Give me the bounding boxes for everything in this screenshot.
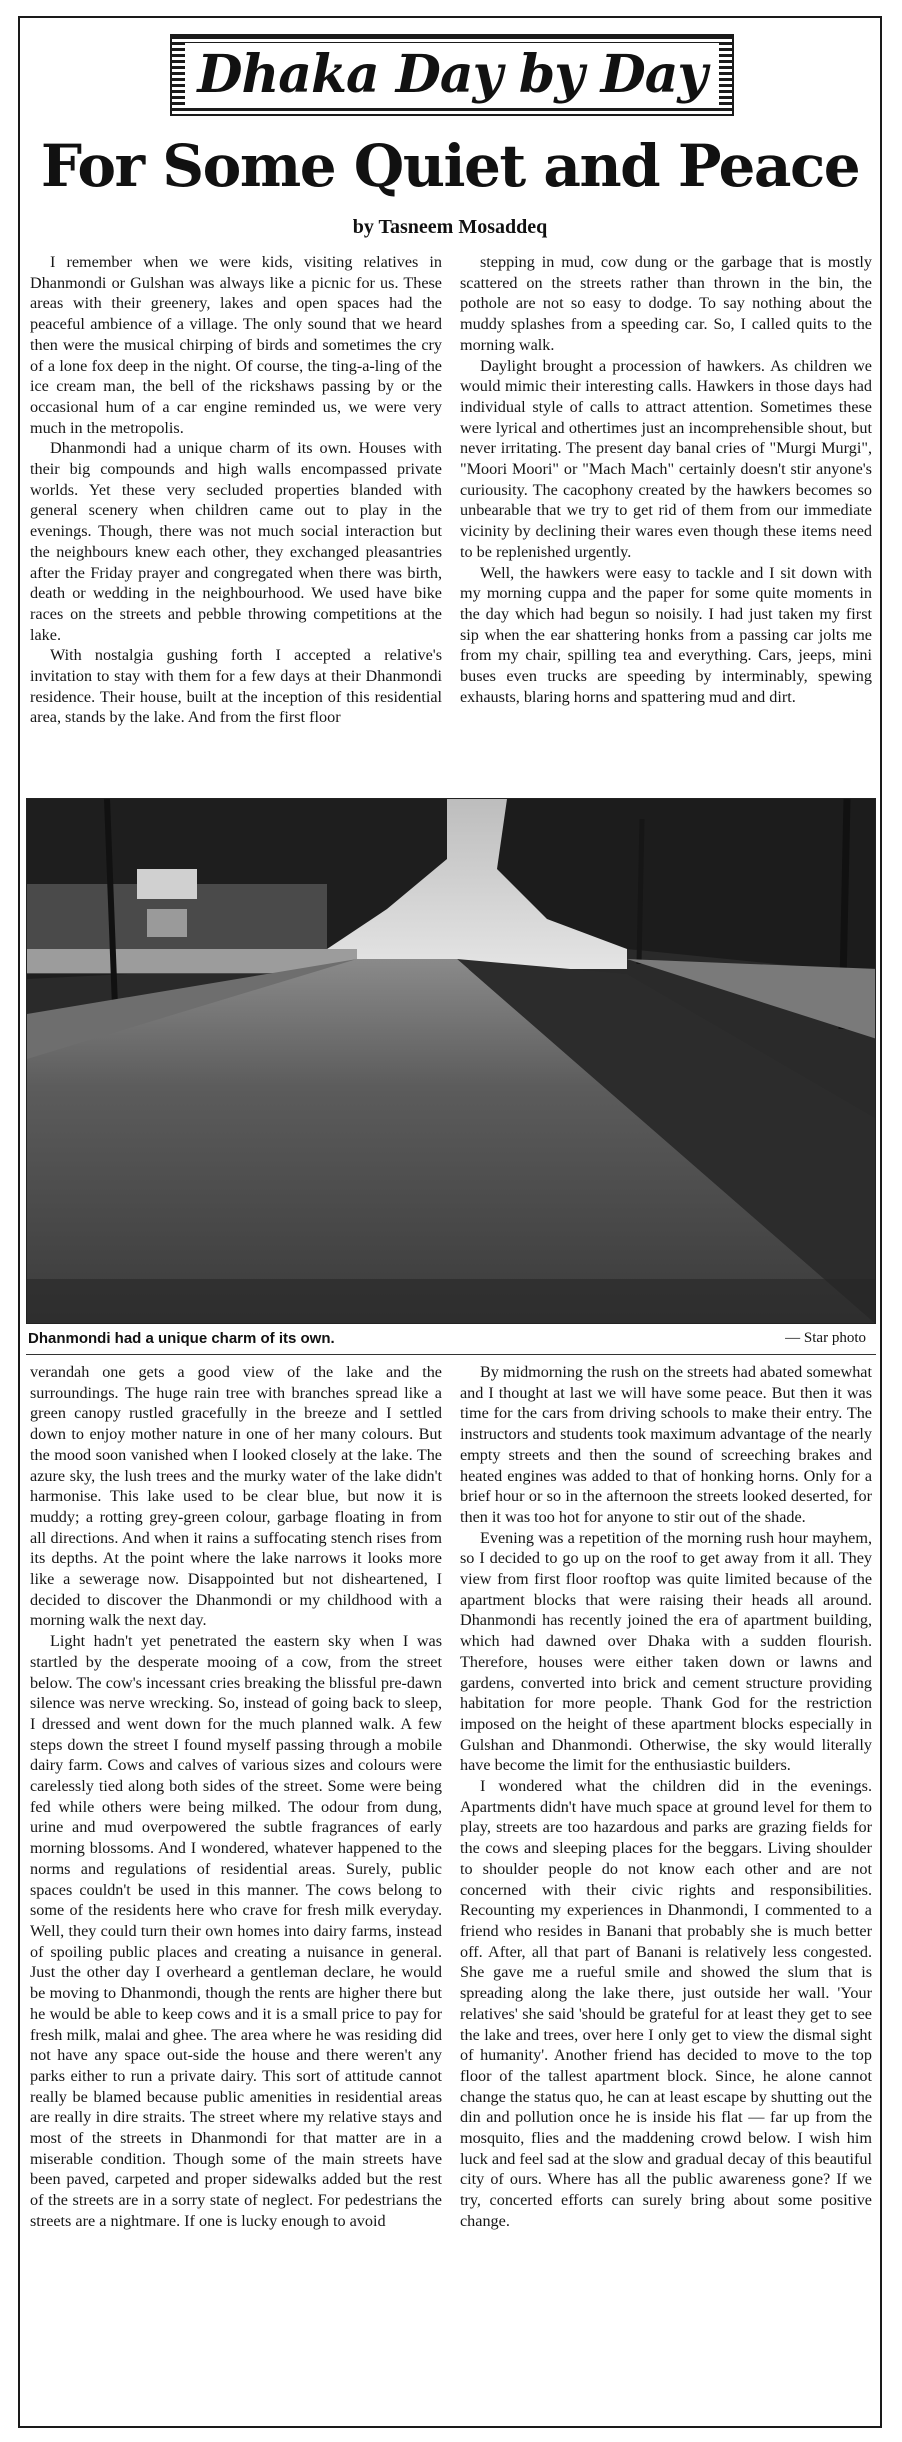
paragraph: I remember when we were kids, visiting relatives in Dhanmondi or Gulshan was always like a picnic for us. These areas with their greenery, lakes and open spaces had the peaceful ambience of a village. The only sound that we heard then were the musical chirping of birds and sometimes the cry of a lone fox deep in the night. Of course, the ting-a-ling of the ice cream man, the bell of the rickshaws passing by or the occasional hum of a car engine reminded us, we were very much in the metropolis. xyxy=(30,253,442,437)
photo-illustration xyxy=(27,799,876,1324)
paragraph: By midmorning the rush on the streets had abated somewhat and I thought at last we will have some peace. But then it was time for the cars from driving schools to make their entry. The instructors and students took maximum advantage of the nearly empty streets and then the sound of screeching brakes and heated engines was added to that of honking horns. Only for a brief hour or so in the afternoon the streets looked deserted, for then it was too hot for anyone to stir out of the shade. xyxy=(460,1363,872,1526)
paragraph: verandah one gets a good view of the lake and the surroundings. The huge rain tree with branches spread like a green canopy rustled gracefully in the breeze and I settled down to enjoy mother nature in one of her many colours. But the mood soon vanished when I looked closely at the lake. The azure sky, the lush trees and the murky water of the lake didn't harmonise. This lake used to be clear blue, but now it is muddy; a rotting grey-green colour, garbage floating in from all directions. And when it rains a suffocating stench rises from its depths. At the point where the lake narrows it looks more like a sewerage now. Disappointed but not disheartened, I decided to discover the Dhanmondi or my childhood with a morning walk the next day. xyxy=(30,1363,442,1630)
article-column-bottom-left xyxy=(30,1362,442,2232)
paragraph: With nostalgia gushing forth I accepted a relative's invitation to stay with them for a few days at their Dhanmondi residence. Their house, built at the inception of this residential area, stands by the lake. And from the first floor xyxy=(30,646,442,727)
paragraph: Daylight brought a procession of hawkers. As children we would mimic their interesting calls. Hawkers in those days had individual style of calls to attract attention. Sometimes these were lyrical and othertimes just an incomprehensible shout, but never irritating. The present day banal cries of "Murgi Murgi", "Moori Moori" or "Mach Mach" certainly doesn't stir anyone's curiousity. The cacophony created by the hawkers becomes so unbearable that we try to get rid of them from our immediate vicinity by declining their wares even though these items need to be replenished urgently. xyxy=(460,356,872,561)
paragraph: stepping in mud, cow dung or the garbage that is mostly scattered on the streets rather than thrown in the bin, the pothole are not so easy to dodge. To say nothing about the muddy splashes from a speeding car. So, I called quits to the morning walk. xyxy=(460,253,872,354)
column-title: Dhaka Day by Day xyxy=(185,43,718,107)
paragraph: Well, the hawkers were easy to tackle and I sit down with my morning cuppa and the paper for some quite moments in the day which had begun so noisily. I had just taken my first sip when the ear shattering honks from a passing car jolts me from my chair, spilling tea and everything. Cars, jeeps, mini buses even trucks are speeding by interminably, spewing exhausts, blaring horns and spattering mud and dirt. xyxy=(460,563,872,706)
headline: For Some Quiet and Peace xyxy=(40,132,860,200)
paragraph: Evening was a repetition of the morning rush hour mayhem, so I decided to go up on the roof to get away from it all. They view from first floor rooftop was quite limited because of the apartment blocks that were raising their heads all around. Dhanmondi has recently joined the era of apartment building, which had dawned over Dhaka with a sudden flourish. Therefore, houses were either taken down or lawns and gardens, converted into brick and cement structure providing habitation for more people. Thank God for the restriction imposed on the height of these apartment blocks especially in Gulshan and Dhanmondi. Otherwise, the sky would literally have become the limit for the enthusiastic builders. xyxy=(460,1528,872,1775)
paragraph: Light hadn't yet penetrated the eastern sky when I was startled by the desperate mooing of a cow, from the street below. The cow's incessant cries breaking the blissful pre-dawn silence was nerve wrecking. So, instead of going back to sleep, I dressed and went down for the much planned walk. A few steps down the street I found myself passing through a mobile dairy farm. Cows and calves of various sizes and colours were carelessly tied along both sides of the street. Some were being fed while others were being milked. The odour from dung, urine and mud overpowered the subtle fragrances of early morning blossoms. And I wondered, whatever happened to the norms and regulations of residential areas. Surely, public spaces couldn't be used in this manner. The cows belong to some of the residents here who crave for fresh milk everyday. Well, they could turn their own homes into dairy farms, instead of spoiling public places and creating a nuisance in general. Just the other day I overheard a gentleman declare, he would be moving to Dhanmondi, though the rents are higher there but he would be able to keep cows and it is a small price to pay for fresh milk, malai and ghee. The area where he was residing did not have any space out-side the house and there weren't any parks either to run a private dairy. This sort of attitude cannot really be blamed because public amenities in residential areas are really in dire straits. The street where my relative stays and most of the streets in Dhanmondi for that matter are in a miserable condition. Though some of the main streets have been paved, carpeted and proper sidewalks added but the rest of the streets are in a sorry state of neglect. For pedestrians the streets are a nightmare. If one is lucky enough to avoid xyxy=(30,1632,442,2230)
photo-caption: Dhanmondi had a unique charm of its own. xyxy=(28,1330,335,1347)
paragraph: Dhanmondi had a unique charm of its own. Houses with their big compounds and high walls encompassed private worlds. Yet these very secluded properties blanded with general scenery when children came out to play in the evenings. Though, there was not much social interaction but the neighbours knew each other, they exchanged pleasantries after the Friday prayer and congregated when there was birth, death or wedding in the neighbourhood. We used have bike races on the streets and pebble throwing competitions at the lake. xyxy=(30,439,442,644)
column-banner xyxy=(170,34,734,116)
street-photo xyxy=(26,798,876,1324)
byline: by Tasneem Mosaddeq xyxy=(352,216,548,238)
article-column-top-right xyxy=(460,252,872,707)
paragraph: I wondered what the children did in the evenings. Apartments didn't have much space at ground level for them to play, streets are too hazardous and parks are grazing fields for the cows and sleeping places for the beggars. Living shoulder to shoulder people do not know each other and are not concerned with their civic rights and responsibilities. Recounting my experiences in Dhanmondi, I commented to a friend who resides in Banani that probably she is much better off. After, all that part of Banani is relatively less congested. She gave me a rueful smile and showed the slum that is spreading along the lake there, just outside her wall. 'Your relatives' she said 'should be grateful for at least they get to see the lake and trees, over here I only get to view the dismal sight of humanity'. Another friend has decided to move to the top floor of the tallest apartment block. Since, he alone cannot change the status quo, he can at least escape by shutting out the din and pollution once he is inside his flat — far up from the mosquito, flies and the maddening crowd below. I wish him luck and feel sad at the slow and gradual decay of this beautiful city of ours. Where has all the public awareness gone? If we try, concerted efforts can surely bring about some positive change. xyxy=(460,1777,872,2230)
caption-divider xyxy=(26,1354,876,1355)
article-column-bottom-right xyxy=(460,1362,872,2232)
photo-credit: — Star photo xyxy=(785,1330,866,1346)
article-column-top-left xyxy=(30,252,442,728)
newspaper-clipping xyxy=(18,16,882,2428)
